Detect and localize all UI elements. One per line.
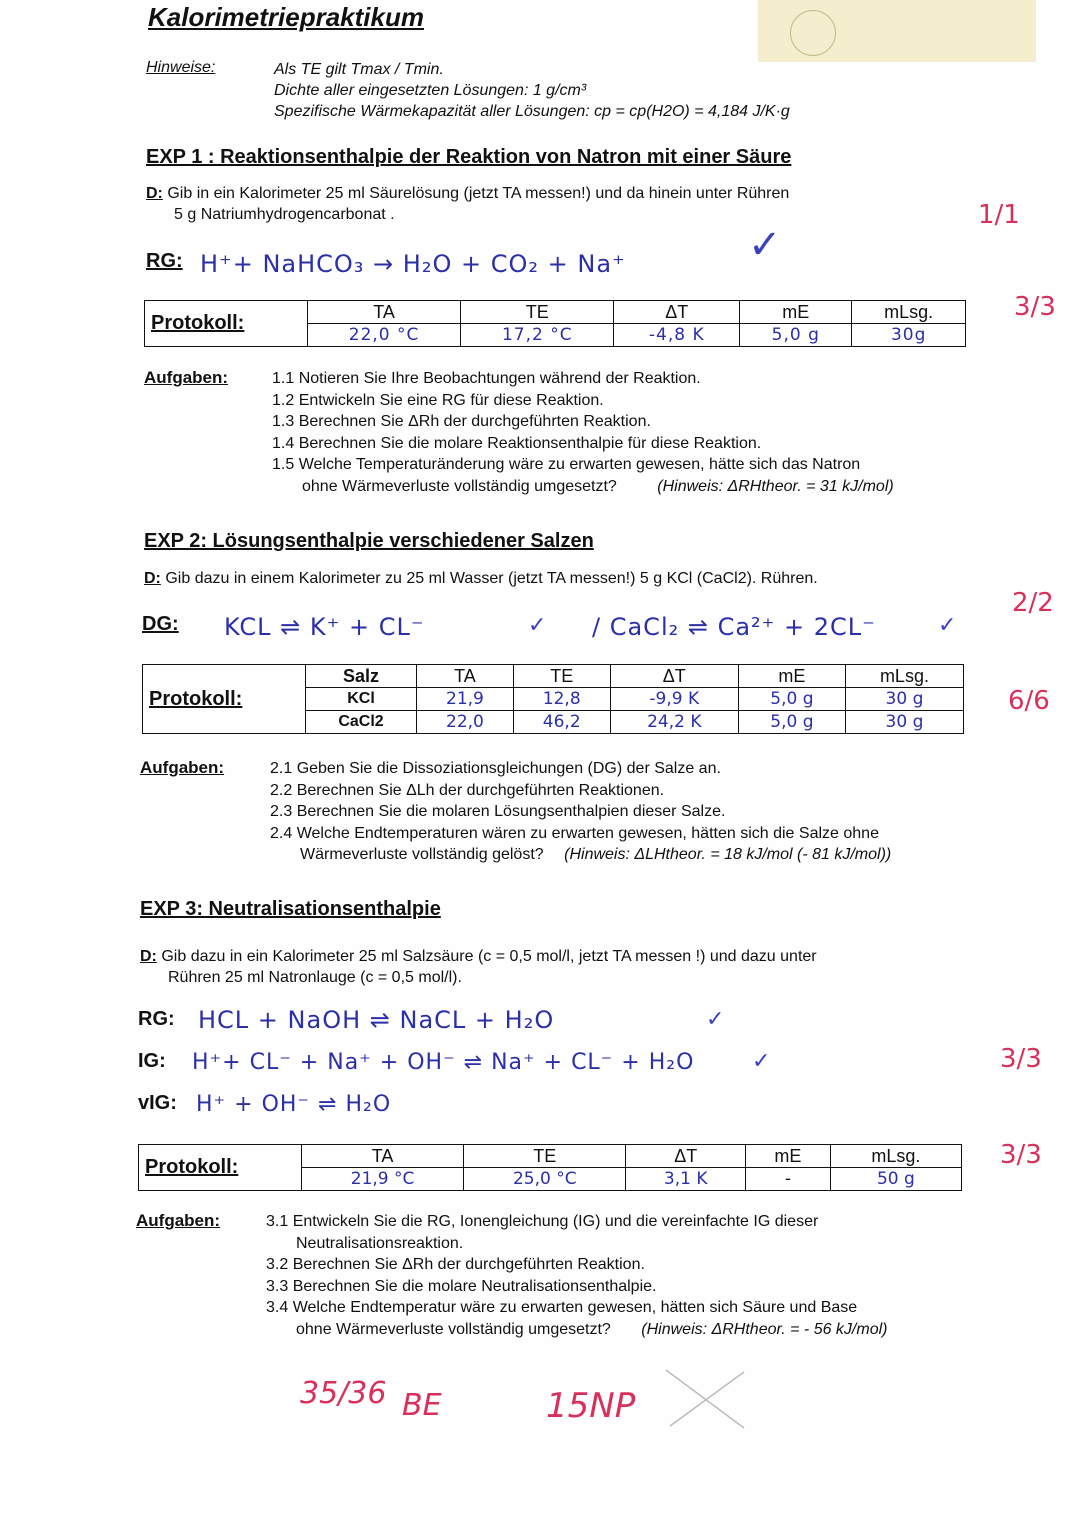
rg-label: RG: [138, 1008, 175, 1030]
header-mlsg: mLsg. [852, 301, 966, 324]
score-mark: 2/2 [1012, 588, 1054, 618]
value-te: 12,8 [513, 688, 610, 711]
hinweise-text [274, 59, 790, 122]
protokoll-label: Protokoll: [139, 1145, 302, 1191]
total-points: 35/36 [300, 1376, 387, 1411]
hint: (Hinweis: ΔLHtheor. = 18 kJ/mol (- 81 kJ/mol)) [564, 846, 892, 863]
hinweis-line: Als TE gilt Tmax / Tmin. [274, 61, 444, 78]
aufgabe-item: 1.4 Berechnen Sie die molare Reaktionsenthalpie für diese Reaktion. [272, 434, 762, 452]
punch-hole [790, 10, 836, 56]
salz-cell: KCl [306, 688, 417, 711]
aufgaben-label: Aufgaben: [136, 1211, 221, 1230]
header-ta: TA [302, 1145, 464, 1168]
aufgabe-cont: ohne Wärmeverluste vollständig umgesetzt? [296, 1320, 611, 1338]
header-te: TE [513, 665, 610, 688]
value-mlsg: 50 g [830, 1168, 961, 1191]
score-mark: 3/3 [1000, 1044, 1042, 1074]
total-unit: BE [402, 1388, 442, 1423]
ig-label: IG: [138, 1050, 166, 1072]
score-mark: 6/6 [1008, 686, 1050, 716]
value-ta: 21,9 °C [302, 1168, 464, 1191]
exp3-protokoll-table [138, 1144, 962, 1191]
value-ta: 21,9 [417, 688, 514, 711]
exp2-dg-cacl2: / CaCl₂ ⇌ Ca²⁺ + 2CL⁻ [592, 613, 876, 641]
exp2-description [144, 568, 818, 589]
aufgabe-item: 3.4 Welche Endtemperatur wäre zu erwarten gewesen, hätten sich Säure und Base [266, 1299, 858, 1316]
header-dt: ΔT [610, 665, 738, 688]
aufgabe-item: 2.3 Berechnen Sie die molaren Lösungsenthalpien dieser Salze. [270, 803, 726, 820]
value-ta: 22,0 [417, 711, 514, 734]
aufgabe-item: 3.1 Entwickeln Sie die RG, Ionengleichung (IG) und die vereinfachte IG dieser [266, 1213, 819, 1230]
salz-cell: CaCl2 [306, 711, 417, 734]
value-te: 17,2 °C [461, 324, 614, 347]
vig-label: vIG: [138, 1092, 177, 1114]
exp3-vig-equation: H⁺ + OH⁻ ⇌ H₂O [196, 1092, 392, 1117]
exp3-rg-equation: HCL + NaOH ⇌ NaCL + H₂O [198, 1006, 555, 1034]
exp2-heading: EXP 2: Lösungsenthalpie verschiedener Salzen [144, 530, 594, 552]
pencil-cross-icon [660, 1364, 750, 1434]
hinweis-line: Dichte aller eingesetzten Lösungen: 1 g/cm³ [274, 82, 587, 99]
total-grade: 15NP [546, 1386, 636, 1426]
aufgabe-cont: ohne Wärmeverluste vollständig umgesetzt? [302, 477, 617, 495]
aufgabe-item: 2.1 Geben Sie die Dissoziationsgleichungen (DG) der Salze an. [270, 760, 721, 777]
value-mlsg: 30g [852, 324, 966, 347]
check-icon: ✓ [938, 612, 957, 637]
header-me: mE [738, 665, 845, 688]
dg-label: DG: [142, 613, 179, 635]
value-dt: -4,8 K [614, 324, 740, 347]
check-icon: ✓ [752, 1048, 771, 1073]
value-me: 5,0 g [738, 711, 845, 734]
exp1-protokoll-table [144, 300, 966, 347]
header-dt: ΔT [614, 301, 740, 324]
value-me: 5,0 g [738, 688, 845, 711]
exp2-aufgaben [270, 758, 970, 866]
header-salz: Salz [306, 665, 417, 688]
value-me: - [746, 1168, 831, 1191]
header-ta: TA [308, 301, 461, 324]
value-te: 46,2 [513, 711, 610, 734]
exp2-dg-kcl: KCL ⇌ K⁺ + CL⁻ [224, 613, 425, 641]
d-text: Gib dazu in einem Kalorimeter zu 25 ml Wasser (jetzt TA messen!) 5 g KCl (CaCl2). Rühren. [165, 570, 818, 587]
aufgaben-label: Aufgaben: [144, 368, 229, 387]
d-text: 5 g Natriumhydrogencarbonat . [174, 206, 395, 223]
d-text: Rühren 25 ml Natronlauge (c = 0,5 mol/l). [168, 969, 462, 986]
aufgabe-item: 1.2 Entwickeln Sie eine RG für diese Reaktion. [272, 391, 604, 409]
aufgabe-item: 1.5 Welche Temperaturänderung wäre zu erwarten gewesen, hätte sich das Natron [272, 456, 861, 473]
header-me: mE [740, 301, 852, 324]
check-icon: ✓ [706, 1006, 725, 1031]
hinweis-line: Spezifische Wärmekapazität aller Lösungen: cp = cp(H2O) = 4,184 J/K·g [274, 103, 790, 120]
header-ta: TA [417, 665, 514, 688]
value-te: 25,0 °C [464, 1168, 626, 1191]
header-te: TE [461, 301, 614, 324]
value-me: 5,0 g [740, 324, 852, 347]
header-mlsg: mLsg. [830, 1145, 961, 1168]
header-mlsg: mLsg. [845, 665, 963, 688]
check-icon: ✓ [748, 223, 782, 267]
aufgabe-item: 1.1 Notieren Sie Ihre Beobachtungen während der Reaktion. [272, 370, 701, 387]
exp3-description [140, 946, 817, 988]
page-title: Kalorimetriepraktikum [148, 2, 424, 32]
protokoll-label: Protokoll: [143, 665, 306, 734]
score-mark: 1/1 [978, 200, 1020, 230]
d-label: D: [146, 185, 163, 202]
value-mlsg: 30 g [845, 688, 963, 711]
header-te: TE [464, 1145, 626, 1168]
exp3-aufgaben [266, 1211, 966, 1340]
rg-label: RG: [146, 250, 183, 272]
exp1-heading: EXP 1 : Reaktionsenthalpie der Reaktion von Natron mit einer Säure [146, 146, 792, 168]
d-label: D: [144, 570, 161, 587]
exp1-description [146, 183, 789, 225]
value-ta: 22,0 °C [308, 324, 461, 347]
exp1-aufgaben [272, 368, 972, 497]
hint: (Hinweis: ΔRHtheor. = - 56 kJ/mol) [641, 1320, 888, 1338]
header-dt: ΔT [626, 1145, 746, 1168]
aufgaben-label: Aufgaben: [140, 758, 225, 777]
d-label: D: [140, 948, 157, 965]
aufgabe-item: 3.3 Berechnen Sie die molare Neutralisationsenthalpie. [266, 1277, 657, 1295]
d-text: Gib dazu in ein Kalorimeter 25 ml Salzsäure (c = 0,5 mol/l, jetzt TA messen !) und dazu unter [161, 948, 817, 965]
score-mark: 3/3 [1014, 292, 1056, 322]
aufgabe-item: 2.4 Welche Endtemperaturen wären zu erwarten gewesen, hätten sich die Salze ohne [270, 824, 879, 842]
exp3-ig-equation: H⁺+ CL⁻ + Na⁺ + OH⁻ ⇌ Na⁺ + CL⁻ + H₂O [192, 1050, 695, 1075]
exp3-heading: EXP 3: Neutralisationsenthalpie [140, 898, 441, 920]
hint: (Hinweis: ΔRHtheor. = 31 kJ/mol) [657, 477, 894, 495]
aufgabe-item: 3.2 Berechnen Sie ΔRh der durchgeführten Reaktion. [266, 1256, 645, 1273]
value-dt: -9,9 K [610, 688, 738, 711]
value-mlsg: 30 g [845, 711, 963, 734]
aufgabe-item: 2.2 Berechnen Sie ΔLh der durchgeführten Reaktionen. [270, 781, 665, 799]
aufgabe-cont: Wärmeverluste vollständig gelöst? [300, 846, 544, 863]
exp2-protokoll-table [142, 664, 964, 734]
value-dt: 24,2 K [610, 711, 738, 734]
header-me: mE [746, 1145, 831, 1168]
aufgabe-cont: Neutralisationsreaktion. [296, 1234, 464, 1252]
value-dt: 3,1 K [626, 1168, 746, 1191]
check-icon: ✓ [528, 612, 547, 637]
exp1-rg-equation: H⁺+ NaHCO₃ → H₂O + CO₂ + Na⁺ [200, 250, 626, 278]
score-mark: 3/3 [1000, 1140, 1042, 1170]
protokoll-label: Protokoll: [145, 301, 308, 347]
hinweise-label: Hinweise: [146, 59, 216, 76]
d-text: Gib in ein Kalorimeter 25 ml Säurelösung (jetzt TA messen!) und da hinein unter Rühren [167, 185, 790, 202]
aufgabe-item: 1.3 Berechnen Sie ΔRh der durchgeführten Reaktion. [272, 413, 651, 430]
